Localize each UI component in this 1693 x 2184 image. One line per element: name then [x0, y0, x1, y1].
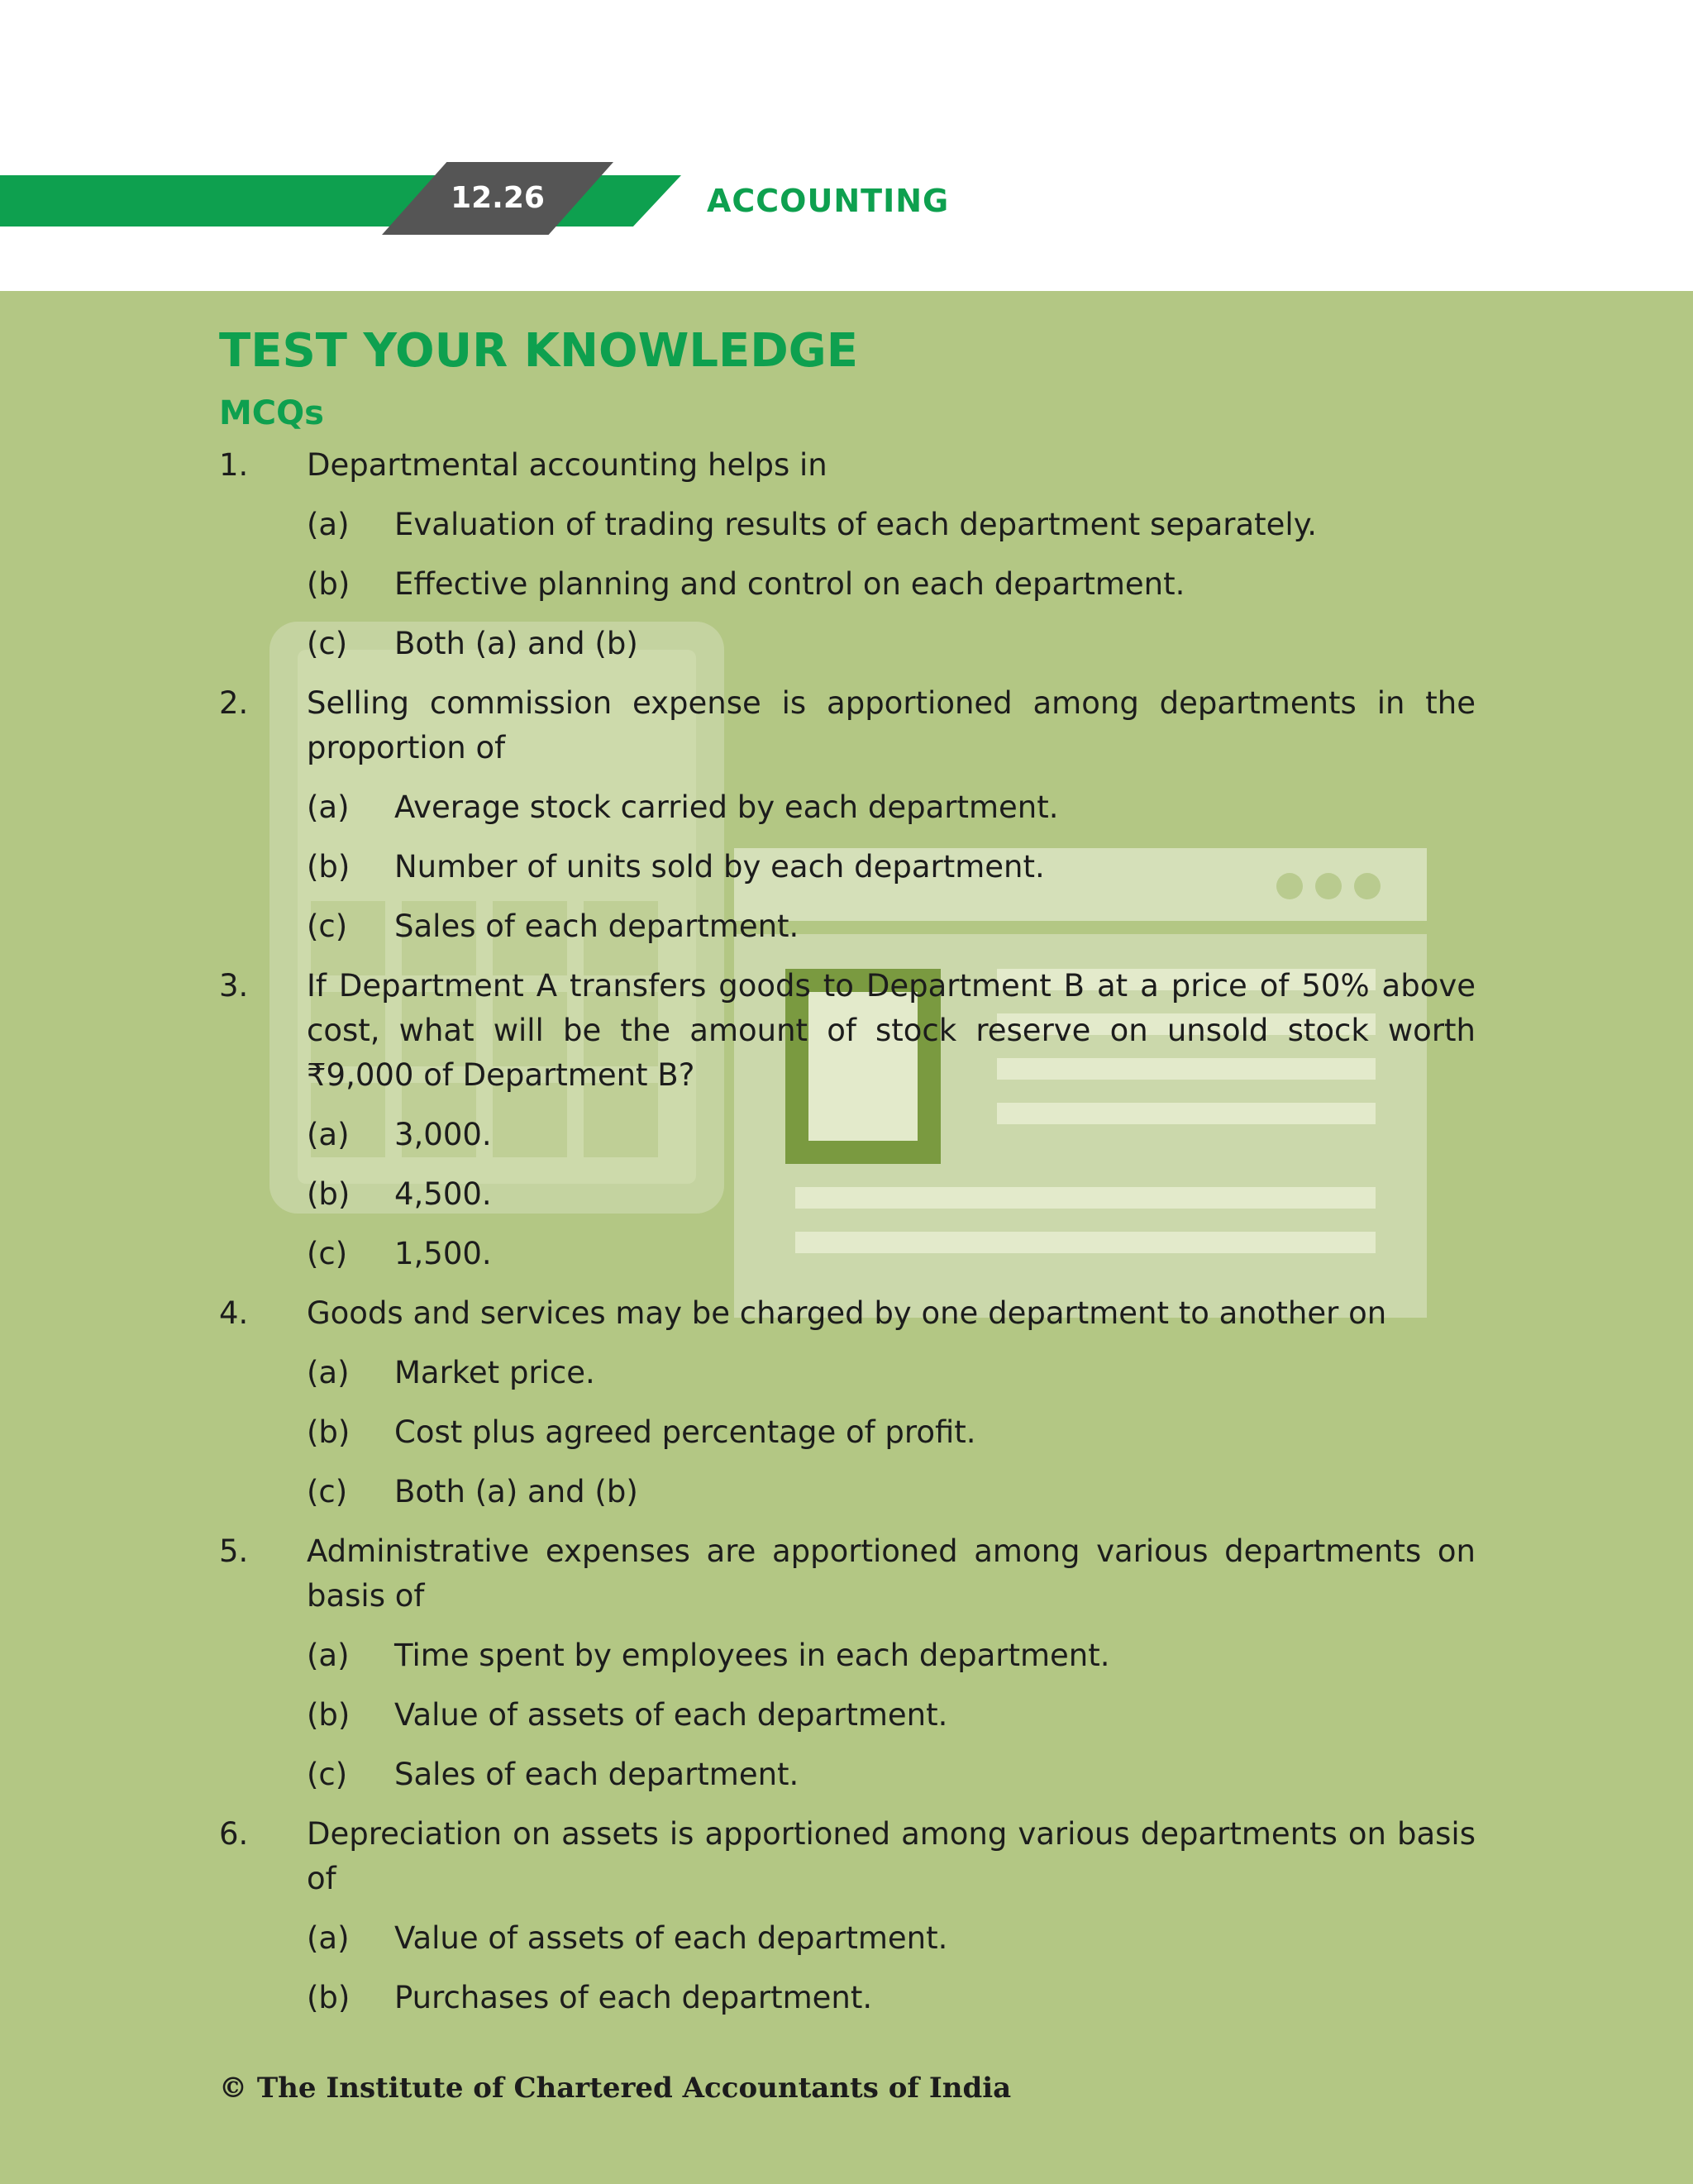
option-label: (b) [307, 1697, 351, 1733]
option-text: 1,500. [394, 1236, 492, 1271]
option-label: (c) [307, 908, 348, 944]
option-label: (c) [307, 1236, 348, 1271]
answer-option [307, 1113, 1476, 1157]
question-item [219, 1291, 1476, 1514]
question-number: 1. [219, 447, 249, 483]
option-text: Value of assets of each department. [394, 1697, 948, 1733]
question-item [219, 1529, 1476, 1797]
option-label: (b) [307, 1414, 351, 1450]
option-text: Sales of each department. [394, 1757, 799, 1792]
option-label: (a) [307, 507, 350, 542]
option-label: (a) [307, 789, 350, 825]
option-text: Both (a) and (b) [394, 626, 638, 661]
answer-option [307, 1470, 1476, 1514]
running-title: ACCOUNTING [707, 183, 950, 219]
option-text: Market price. [394, 1355, 595, 1390]
option-label: (b) [307, 1980, 351, 2015]
answer-option [307, 845, 1476, 889]
option-label: (a) [307, 1117, 350, 1152]
option-label: (b) [307, 566, 351, 602]
answer-option [307, 1410, 1476, 1455]
answer-option [307, 622, 1476, 666]
question-item [219, 443, 1476, 666]
question-number: 2. [219, 685, 249, 721]
answer-option [307, 503, 1476, 547]
option-text: Both (a) and (b) [394, 1474, 638, 1509]
answer-option [307, 1976, 1476, 2020]
answer-option [307, 562, 1476, 607]
answer-option [307, 1172, 1476, 1217]
answer-option [307, 1351, 1476, 1395]
question-number: 6. [219, 1816, 249, 1852]
option-label: (c) [307, 626, 348, 661]
option-text: Time spent by employees in each department. [394, 1638, 1110, 1673]
answer-option [307, 1916, 1476, 1961]
question-item [219, 681, 1476, 949]
option-label: (c) [307, 1757, 348, 1792]
question-text: Depreciation on assets is apportioned among various departments on basis of [307, 1816, 1476, 1896]
option-text: Sales of each department. [394, 908, 799, 944]
option-text: Cost plus agreed percentage of profit. [394, 1414, 976, 1450]
option-text: Average stock carried by each department. [394, 789, 1059, 825]
answer-option [307, 1232, 1476, 1276]
option-text: Effective planning and control on each department. [394, 566, 1185, 602]
option-label: (a) [307, 1638, 350, 1673]
section-subtitle: MCQs [219, 394, 324, 432]
question-item [219, 964, 1476, 1276]
question-text: Goods and services may be charged by one department to another on [307, 1295, 1387, 1331]
question-number: 5. [219, 1533, 249, 1569]
answer-option [307, 1633, 1476, 1678]
question-text: Departmental accounting helps in [307, 447, 827, 483]
option-label: (a) [307, 1355, 350, 1390]
option-label: (c) [307, 1474, 348, 1509]
main-content [219, 321, 1476, 2035]
option-label: (b) [307, 849, 351, 885]
question-text: Administrative expenses are apportioned among various departments on basis of [307, 1533, 1476, 1614]
option-label: (b) [307, 1176, 351, 1212]
option-text: 4,500. [394, 1176, 492, 1212]
question-text: Selling commission expense is apportioned among departments in the proportion of [307, 685, 1476, 765]
question-item [219, 1812, 1476, 2020]
question-number: 3. [219, 968, 249, 1004]
option-text: Number of units sold by each department. [394, 849, 1045, 885]
question-number: 4. [219, 1295, 249, 1331]
option-text: Purchases of each department. [394, 1980, 873, 2015]
option-text: 3,000. [394, 1117, 492, 1152]
answer-option [307, 1693, 1476, 1738]
answer-option [307, 1752, 1476, 1797]
option-text: Value of assets of each department. [394, 1920, 948, 1956]
answer-option [307, 785, 1476, 830]
option-text: Evaluation of trading results of each department separately. [394, 507, 1318, 542]
page-number: 12.26 [451, 181, 545, 215]
answer-option [307, 904, 1476, 949]
section-title: TEST YOUR KNOWLEDGE [219, 324, 859, 378]
question-text: If Department A transfers goods to Department B at a price of 50% above cost, what will be the amount of stock reserve on unsold stock worth ₹9,000 of Department B? [307, 968, 1476, 1093]
option-label: (a) [307, 1920, 350, 1956]
copyright-footer: © The Institute of Chartered Accountants of India [219, 2072, 1012, 2105]
